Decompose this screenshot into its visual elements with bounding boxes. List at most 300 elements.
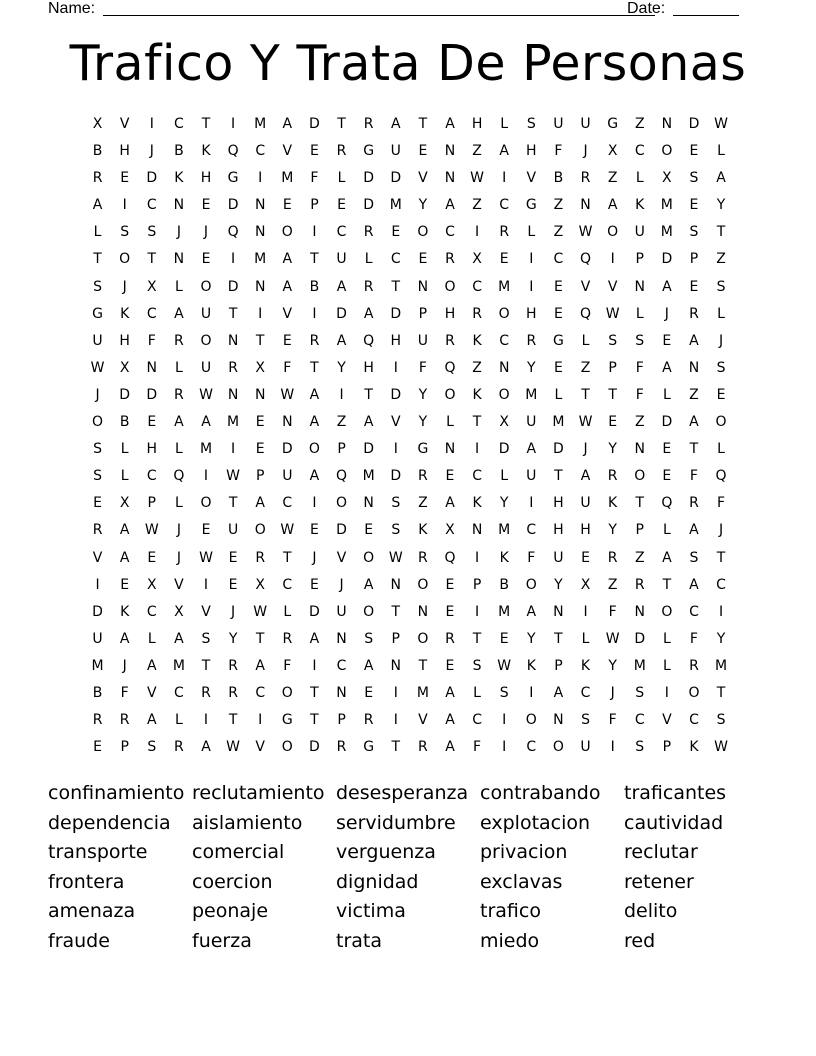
grid-letter[interactable]: J — [176, 522, 181, 539]
grid-letter[interactable]: I — [95, 576, 100, 593]
grid-letter[interactable]: T — [554, 630, 563, 647]
grid-letter[interactable]: E — [282, 197, 292, 214]
grid-letter[interactable]: A — [309, 630, 320, 647]
grid-letter[interactable]: V — [390, 414, 401, 431]
grid-letter[interactable]: Y — [418, 414, 428, 431]
grid-letter[interactable]: E — [310, 522, 319, 539]
grid-letter[interactable]: K — [418, 522, 428, 539]
grid-letter[interactable]: K — [174, 170, 184, 187]
grid-letter[interactable]: M — [660, 224, 673, 241]
grid-letter[interactable]: R — [418, 739, 428, 756]
grid-letter[interactable]: U — [92, 630, 103, 647]
grid-letter[interactable]: I — [203, 468, 209, 485]
grid-letter[interactable]: S — [716, 712, 726, 729]
grid-letter[interactable]: Y — [337, 359, 346, 376]
grid-letter[interactable]: J — [122, 657, 127, 674]
grid-letter[interactable]: B — [174, 143, 184, 160]
grid-letter[interactable]: G — [417, 441, 429, 458]
grid-letter[interactable]: A — [255, 495, 265, 512]
grid-letter[interactable]: M — [633, 657, 646, 674]
grid-letter[interactable]: E — [228, 576, 238, 593]
grid-letter[interactable]: U — [580, 116, 591, 132]
grid-letter[interactable]: A — [146, 657, 157, 674]
grid-letter[interactable]: L — [527, 224, 536, 241]
grid-letter[interactable]: O — [444, 386, 456, 403]
grid-letter[interactable]: H — [200, 170, 212, 187]
grid-letter[interactable]: D — [92, 603, 103, 620]
grid-letter[interactable]: P — [635, 251, 644, 268]
grid-letter[interactable]: D — [227, 197, 239, 214]
grid-letter[interactable]: T — [147, 251, 157, 268]
grid-letter[interactable]: A — [689, 332, 699, 349]
grid-letter[interactable]: L — [174, 495, 183, 512]
grid-letter[interactable]: T — [337, 116, 346, 132]
grid-letter[interactable]: T — [228, 495, 238, 512]
grid-letter[interactable]: H — [553, 495, 564, 512]
grid-letter[interactable]: E — [255, 441, 265, 458]
grid-letter[interactable]: V — [418, 170, 428, 187]
grid-letter[interactable]: K — [472, 332, 482, 349]
grid-letter[interactable]: N — [282, 414, 293, 431]
grid-letter[interactable]: F — [283, 657, 292, 674]
grid-letter[interactable]: G — [227, 170, 239, 187]
grid-letter[interactable]: C — [146, 305, 157, 322]
grid-letter[interactable]: C — [146, 468, 157, 485]
grid-letter[interactable]: C — [173, 684, 184, 701]
grid-letter[interactable]: R — [201, 684, 211, 701]
grid-letter[interactable]: E — [445, 468, 455, 485]
grid-letter[interactable]: R — [309, 332, 320, 349]
grid-letter[interactable]: I — [529, 495, 534, 512]
name-blank-line[interactable] — [103, 0, 655, 16]
grid-letter[interactable]: A — [174, 414, 184, 431]
grid-letter[interactable]: X — [146, 278, 157, 295]
grid-letter[interactable]: I — [312, 224, 317, 241]
grid-letter[interactable]: N — [634, 278, 645, 295]
grid-letter[interactable]: N — [336, 684, 347, 701]
grid-letter[interactable]: N — [634, 441, 645, 458]
grid-letter[interactable]: Y — [716, 197, 726, 214]
grid-letter[interactable]: M — [199, 441, 213, 458]
grid-letter[interactable]: H — [119, 332, 130, 349]
grid-letter[interactable]: X — [662, 170, 672, 187]
grid-letter[interactable]: R — [336, 739, 347, 756]
grid-letter[interactable]: I — [312, 657, 317, 674]
grid-letter[interactable]: I — [203, 712, 209, 729]
grid-letter[interactable]: D — [390, 305, 402, 322]
grid-letter[interactable]: J — [583, 441, 588, 458]
grid-letter[interactable]: N — [363, 495, 374, 512]
grid-letter[interactable]: W — [578, 414, 593, 431]
grid-letter[interactable]: V — [282, 305, 293, 322]
grid-letter[interactable]: P — [337, 712, 346, 729]
grid-letter[interactable]: Z — [607, 576, 618, 593]
grid-letter[interactable]: D — [363, 197, 375, 214]
grid-letter[interactable]: V — [580, 278, 591, 295]
grid-letter[interactable]: A — [445, 495, 455, 512]
grid-letter[interactable]: I — [502, 712, 507, 729]
grid-letter[interactable]: K — [608, 495, 618, 512]
grid-letter[interactable]: C — [282, 576, 293, 593]
grid-letter[interactable]: A — [526, 441, 537, 458]
grid-letter[interactable]: E — [662, 332, 672, 349]
grid-letter[interactable]: I — [475, 549, 480, 566]
grid-letter[interactable]: X — [119, 495, 130, 512]
grid-letter[interactable]: M — [498, 278, 511, 295]
grid-letter[interactable]: A — [336, 278, 347, 295]
grid-letter[interactable]: I — [231, 441, 236, 458]
grid-letter[interactable]: H — [390, 332, 402, 349]
grid-letter[interactable]: Y — [418, 197, 428, 214]
grid-letter[interactable]: W — [714, 739, 728, 756]
grid-letter[interactable]: S — [716, 278, 726, 295]
grid-letter[interactable]: X — [146, 576, 157, 593]
grid-letter[interactable]: F — [147, 332, 156, 349]
grid-letter[interactable]: F — [635, 359, 644, 376]
grid-letter[interactable]: Q — [173, 468, 185, 485]
grid-letter[interactable]: A — [174, 630, 184, 647]
grid-letter[interactable]: I — [610, 251, 615, 268]
grid-letter[interactable]: S — [93, 441, 102, 458]
grid-letter[interactable]: O — [498, 386, 510, 403]
grid-letter[interactable]: R — [363, 278, 374, 295]
grid-letter[interactable]: E — [310, 143, 319, 160]
grid-letter[interactable]: U — [282, 468, 293, 485]
grid-letter[interactable]: H — [363, 359, 374, 376]
grid-letter[interactable]: S — [635, 684, 645, 701]
grid-letter[interactable]: R — [689, 305, 699, 322]
grid-letter[interactable]: J — [149, 143, 154, 160]
grid-letter[interactable]: A — [119, 549, 130, 566]
grid-letter[interactable]: L — [717, 305, 725, 322]
grid-letter[interactable]: R — [119, 712, 130, 729]
grid-letter[interactable]: A — [445, 712, 455, 729]
grid-letter[interactable]: J — [176, 549, 181, 566]
grid-letter[interactable]: W — [199, 386, 213, 403]
grid-letter[interactable]: T — [662, 576, 672, 593]
grid-letter[interactable]: P — [120, 739, 129, 756]
grid-letter[interactable]: O — [688, 684, 700, 701]
grid-letter[interactable]: Q — [715, 468, 727, 485]
grid-letter[interactable]: R — [472, 305, 482, 322]
grid-letter[interactable]: W — [280, 386, 295, 403]
grid-letter[interactable]: O — [661, 603, 673, 620]
grid-letter[interactable]: W — [605, 305, 620, 322]
grid-letter[interactable]: L — [147, 630, 156, 647]
grid-letter[interactable]: O — [634, 468, 646, 485]
grid-letter[interactable]: U — [390, 143, 401, 160]
grid-letter[interactable]: F — [717, 495, 726, 512]
grid-letter[interactable]: A — [445, 684, 455, 701]
grid-letter[interactable]: K — [689, 739, 699, 756]
grid-letter[interactable]: U — [336, 603, 347, 620]
grid-letter[interactable]: M — [91, 657, 104, 674]
grid-letter[interactable]: S — [391, 495, 401, 512]
grid-letter[interactable]: M — [254, 116, 267, 132]
grid-letter[interactable]: U — [526, 414, 537, 431]
grid-letter[interactable]: U — [200, 359, 212, 376]
grid-letter[interactable]: E — [93, 495, 102, 512]
grid-letter[interactable]: S — [391, 522, 401, 539]
grid-letter[interactable]: A — [255, 657, 265, 674]
grid-letter[interactable]: X — [445, 522, 455, 539]
grid-letter[interactable]: J — [583, 143, 588, 160]
grid-letter[interactable]: L — [662, 657, 671, 674]
grid-letter[interactable]: T — [472, 630, 482, 647]
grid-letter[interactable]: E — [120, 576, 130, 593]
grid-letter[interactable]: L — [662, 630, 671, 647]
grid-letter[interactable]: E — [608, 414, 618, 431]
grid-letter[interactable]: T — [310, 684, 319, 701]
grid-letter[interactable]: V — [336, 549, 347, 566]
grid-letter[interactable]: Z — [634, 549, 645, 566]
grid-letter[interactable]: I — [393, 684, 398, 701]
grid-letter[interactable]: S — [364, 630, 374, 647]
grid-letter[interactable]: W — [497, 657, 512, 674]
grid-letter[interactable]: E — [553, 359, 563, 376]
grid-letter[interactable]: E — [689, 197, 699, 214]
grid-letter[interactable]: T — [255, 332, 265, 349]
grid-letter[interactable]: T — [228, 712, 238, 729]
grid-letter[interactable]: E — [120, 170, 130, 187]
grid-letter[interactable]: R — [92, 522, 103, 539]
grid-letter[interactable]: J — [231, 603, 236, 620]
grid-letter[interactable]: E — [418, 251, 428, 268]
grid-letter[interactable]: Y — [527, 630, 536, 647]
grid-letter[interactable]: C — [146, 197, 157, 214]
grid-letter[interactable]: A — [662, 359, 672, 376]
grid-letter[interactable]: T — [228, 305, 238, 322]
grid-letter[interactable]: Z — [607, 170, 618, 187]
grid-letter[interactable]: G — [363, 143, 375, 160]
grid-letter[interactable]: E — [391, 224, 401, 241]
grid-letter[interactable]: N — [580, 197, 591, 214]
grid-letter[interactable]: X — [472, 251, 482, 268]
grid-letter[interactable]: D — [688, 116, 700, 132]
grid-letter[interactable]: J — [203, 224, 209, 241]
grid-letter[interactable]: E — [499, 630, 509, 647]
grid-letter[interactable]: W — [226, 468, 241, 485]
grid-letter[interactable]: A — [363, 305, 374, 322]
grid-letter[interactable]: N — [173, 197, 185, 214]
grid-letter[interactable]: N — [444, 170, 456, 187]
grid-letter[interactable]: J — [312, 549, 317, 566]
grid-letter[interactable]: E — [282, 332, 292, 349]
grid-letter[interactable]: W — [253, 603, 268, 620]
grid-letter[interactable]: L — [500, 468, 509, 485]
grid-letter[interactable]: T — [716, 224, 726, 241]
grid-letter[interactable]: Y — [527, 359, 536, 376]
grid-letter[interactable]: A — [336, 332, 347, 349]
grid-letter[interactable]: E — [689, 278, 699, 295]
grid-letter[interactable]: A — [309, 386, 320, 403]
grid-letter[interactable]: W — [280, 522, 295, 539]
grid-letter[interactable]: M — [498, 522, 511, 539]
grid-letter[interactable]: O — [336, 495, 348, 512]
grid-letter[interactable]: M — [498, 603, 511, 620]
grid-letter[interactable]: S — [147, 739, 157, 756]
grid-letter[interactable]: D — [498, 441, 510, 458]
grid-letter[interactable]: I — [393, 712, 398, 729]
grid-letter[interactable]: E — [201, 522, 211, 539]
grid-letter[interactable]: Q — [580, 305, 592, 322]
grid-letter[interactable]: K — [526, 657, 536, 674]
grid-letter[interactable]: V — [607, 278, 618, 295]
grid-letter[interactable]: X — [255, 576, 265, 593]
grid-letter[interactable]: L — [635, 170, 644, 187]
grid-letter[interactable]: W — [144, 522, 159, 539]
grid-letter[interactable]: Z — [716, 251, 726, 268]
grid-letter[interactable]: S — [499, 684, 509, 701]
grid-letter[interactable]: B — [499, 576, 509, 593]
grid-letter[interactable]: T — [310, 251, 319, 268]
grid-letter[interactable]: M — [254, 251, 267, 268]
grid-letter[interactable]: J — [122, 278, 127, 295]
grid-letter[interactable]: D — [661, 414, 673, 431]
grid-letter[interactable]: Z — [580, 359, 591, 376]
grid-letter[interactable]: I — [312, 305, 317, 322]
grid-letter[interactable]: N — [390, 576, 401, 593]
grid-letter[interactable]: N — [227, 386, 239, 403]
grid-letter[interactable]: S — [120, 224, 130, 241]
grid-letter[interactable]: T — [635, 495, 645, 512]
grid-letter[interactable]: F — [689, 630, 698, 647]
grid-letter[interactable]: W — [199, 549, 213, 566]
grid-letter[interactable]: P — [472, 576, 482, 593]
grid-letter[interactable]: T — [310, 712, 319, 729]
grid-letter[interactable]: A — [445, 197, 455, 214]
grid-letter[interactable]: Q — [444, 359, 456, 376]
grid-letter[interactable]: A — [119, 630, 130, 647]
grid-letter[interactable]: H — [526, 143, 537, 160]
grid-letter[interactable]: Y — [716, 630, 726, 647]
grid-letter[interactable]: D — [390, 386, 402, 403]
grid-letter[interactable]: G — [92, 305, 103, 322]
grid-letter[interactable]: R — [499, 224, 510, 241]
grid-letter[interactable]: Z — [634, 414, 645, 431]
grid-letter[interactable]: D — [553, 441, 564, 458]
grid-letter[interactable]: D — [309, 116, 320, 132]
grid-letter[interactable]: O — [715, 414, 727, 431]
grid-letter[interactable]: E — [228, 549, 238, 566]
grid-letter[interactable]: E — [553, 278, 563, 295]
grid-letter[interactable]: R — [526, 332, 537, 349]
grid-letter[interactable]: T — [310, 359, 319, 376]
grid-letter[interactable]: A — [174, 305, 184, 322]
grid-letter[interactable]: I — [610, 739, 615, 756]
grid-letter[interactable]: V — [255, 739, 265, 756]
grid-letter[interactable]: A — [309, 468, 320, 485]
grid-letter[interactable]: T — [608, 386, 617, 403]
grid-letter[interactable]: O — [281, 684, 293, 701]
grid-letter[interactable]: P — [418, 305, 428, 322]
grid-letter[interactable]: S — [608, 332, 618, 349]
grid-letter[interactable]: S — [635, 739, 645, 756]
grid-letter[interactable]: T — [472, 414, 482, 431]
grid-letter[interactable]: T — [689, 441, 699, 458]
grid-letter[interactable]: S — [147, 224, 157, 241]
grid-letter[interactable]: C — [526, 522, 537, 539]
grid-letter[interactable]: W — [578, 224, 593, 241]
grid-letter[interactable]: T — [201, 116, 211, 132]
grid-letter[interactable]: U — [227, 522, 239, 539]
grid-letter[interactable]: V — [526, 170, 537, 187]
grid-letter[interactable]: C — [445, 224, 455, 241]
grid-letter[interactable]: Z — [472, 143, 482, 160]
grid-letter[interactable]: D — [336, 305, 347, 322]
grid-letter[interactable]: V — [662, 712, 672, 729]
grid-letter[interactable]: U — [417, 332, 428, 349]
grid-letter[interactable]: R — [228, 684, 238, 701]
grid-letter[interactable]: U — [200, 305, 212, 322]
grid-letter[interactable]: T — [391, 278, 401, 295]
grid-letter[interactable]: H — [553, 522, 564, 539]
grid-letter[interactable]: O — [444, 278, 456, 295]
grid-letter[interactable]: E — [364, 684, 374, 701]
grid-letter[interactable]: E — [147, 414, 157, 431]
grid-letter[interactable]: V — [201, 603, 211, 620]
grid-letter[interactable]: G — [607, 116, 619, 132]
grid-letter[interactable]: R — [418, 549, 428, 566]
grid-letter[interactable]: P — [554, 657, 563, 674]
grid-letter[interactable]: Z — [418, 495, 428, 512]
grid-letter[interactable]: B — [119, 414, 130, 431]
grid-letter[interactable]: T — [93, 251, 102, 268]
grid-letter[interactable]: F — [473, 739, 482, 756]
grid-letter[interactable]: A — [282, 251, 293, 268]
grid-letter[interactable]: A — [689, 522, 699, 539]
grid-letter[interactable]: L — [446, 414, 454, 431]
grid-letter[interactable]: K — [472, 495, 482, 512]
grid-letter[interactable]: I — [122, 197, 127, 214]
grid-letter[interactable]: L — [662, 522, 671, 539]
grid-letter[interactable]: S — [689, 224, 699, 241]
grid-letter[interactable]: Z — [634, 116, 645, 132]
grid-letter[interactable]: P — [310, 197, 319, 214]
grid-letter[interactable]: O — [254, 522, 266, 539]
grid-letter[interactable]: A — [580, 468, 591, 485]
grid-letter[interactable]: E — [445, 603, 455, 620]
grid-letter[interactable]: A — [689, 576, 699, 593]
grid-letter[interactable]: N — [417, 603, 429, 620]
grid-letter[interactable]: L — [174, 712, 183, 729]
grid-letter[interactable]: O — [200, 278, 212, 295]
grid-letter[interactable]: D — [390, 468, 402, 485]
grid-letter[interactable]: T — [554, 468, 563, 485]
grid-letter[interactable]: I — [258, 712, 263, 729]
grid-letter[interactable]: A — [662, 549, 672, 566]
grid-letter[interactable]: I — [529, 684, 534, 701]
grid-letter[interactable]: K — [120, 603, 130, 620]
grid-letter[interactable]: K — [120, 305, 130, 322]
grid-letter[interactable]: A — [662, 278, 672, 295]
grid-letter[interactable]: E — [337, 197, 346, 214]
grid-letter[interactable]: Q — [227, 143, 239, 160]
grid-letter[interactable]: Y — [554, 576, 563, 593]
grid-letter[interactable]: F — [120, 684, 129, 701]
grid-letter[interactable]: P — [255, 468, 265, 485]
grid-letter[interactable]: T — [364, 386, 373, 403]
grid-letter[interactable]: S — [689, 549, 699, 566]
grid-letter[interactable]: M — [389, 197, 402, 214]
grid-letter[interactable]: P — [689, 251, 699, 268]
grid-letter[interactable]: A — [146, 712, 157, 729]
grid-letter[interactable]: Y — [608, 522, 617, 539]
grid-letter[interactable]: M — [525, 386, 538, 403]
grid-letter[interactable]: O — [363, 549, 375, 566]
grid-letter[interactable]: F — [310, 170, 319, 187]
grid-letter[interactable]: F — [689, 468, 698, 485]
